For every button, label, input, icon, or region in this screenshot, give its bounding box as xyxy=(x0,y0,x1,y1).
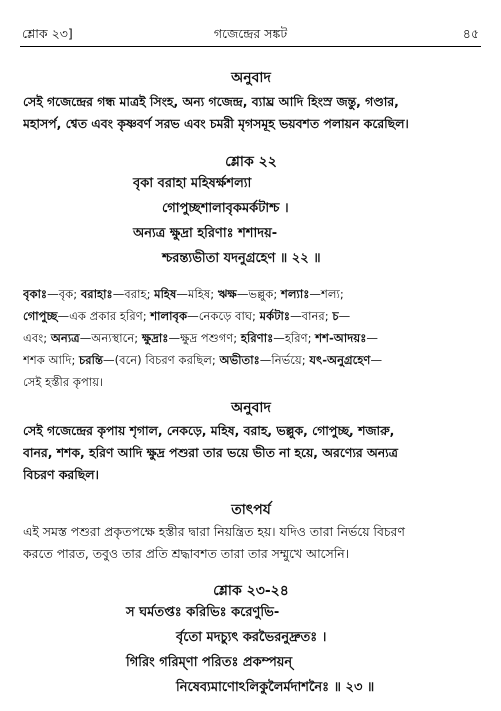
term-meaning: —হরিণ; xyxy=(273,331,316,345)
term-meaning: —বানর; xyxy=(290,309,333,323)
sanskrit-term: শশ-আদয়ঃ xyxy=(315,331,367,345)
term-meaning: —বৃক; xyxy=(47,287,81,301)
term-meaning: —শল্য; xyxy=(309,287,344,301)
term-meaning: —বরাহ; xyxy=(112,287,155,301)
term-meaning: —এক প্রকার হরিণ; xyxy=(57,309,151,323)
purport-line: এই সমস্ত পশুরা প্রকৃতপক্ষে হস্তীর দ্বারা নিয়ন্ত্রিত হয়। যদিও তারা নির্ভয়ে বিচরণ xyxy=(23,524,405,539)
term-meaning: শশক আদি; xyxy=(23,353,80,367)
sanskrit-term: মর্কটাঃ xyxy=(259,309,291,323)
sanskrit-term: চরন্তি xyxy=(79,353,103,367)
term-meaning: — xyxy=(338,309,351,323)
verse-22-heading: শ্লোক ২২ xyxy=(225,154,277,170)
sanskrit-term: মহিষ xyxy=(154,287,177,301)
verse-23-heading: শ্লোক ২৩-২৪ xyxy=(213,583,289,599)
term-meaning: সেই হস্তীর কৃপায়। xyxy=(23,375,104,389)
synonyms-line xyxy=(23,327,479,349)
verse-line: গোপুচ্ছশালাবৃকমর্কটাশ্চ । xyxy=(162,201,289,216)
purport-heading: তাৎপর্য xyxy=(231,502,271,518)
synonyms-line xyxy=(23,349,479,371)
term-meaning: — xyxy=(370,353,383,367)
term-meaning: —নেকড়ে বাঘ; xyxy=(187,309,260,323)
verse-line: স ঘর্মতপ্তঃ করিভিঃ করেণুভি- xyxy=(126,605,280,620)
translation-line: মহাসর্প, শ্বেত এবং কৃষ্ণবর্ণ সরভ এবং চমরী মৃগসমূহ ভয়বশত পলায়ন করেছিল। xyxy=(23,116,409,131)
translation-text-2 xyxy=(23,420,479,486)
translation-line: বিচরণ করছিল। xyxy=(23,467,99,482)
verse-line: র্বৃতো মদচ্যুৎ করভৈরনুদ্রুতঃ । xyxy=(176,630,327,645)
term-meaning: —অন্যস্থানে; xyxy=(79,331,142,345)
purport-text xyxy=(23,521,479,565)
purport-line: করতে পারত, তবুও তার প্রতি শ্রদ্ধাবশত তারা তার সম্মুখে আসেনি। xyxy=(23,546,350,561)
term-meaning: —মহিষ; xyxy=(176,287,218,301)
sanskrit-term: বৃকাঃ xyxy=(23,287,48,301)
translation-line: সেই গজেন্দ্রের গন্ধ মাত্রই সিংহ, অন্য গজেন্দ্র, ব্যাঘ্র আদি হিংস্র জন্তু, গণ্ডার, xyxy=(23,94,399,109)
sanskrit-term: শল্যাঃ xyxy=(281,287,310,301)
translation-line: সেই গজেন্দ্রের কৃপায় শৃগাল, নেকড়ে, মহিষ, বরাহ, ভল্লুক, গোপুচ্ছ, শজারু, xyxy=(23,423,395,438)
verse-line: অন্যত্র ক্ষুদ্রা হরিণাঃ শশাদয়- xyxy=(133,226,278,241)
running-header xyxy=(22,26,479,42)
term-meaning: —ক্ষুদ্র পশুগণ; xyxy=(168,331,241,345)
sanskrit-term: অভীতাঃ xyxy=(219,353,260,367)
header-verse-ref: শ্লোক ২৩] xyxy=(22,26,73,41)
translation-text-1 xyxy=(23,91,479,135)
verse-line: শ্চরন্ত্যভীতা যদনুগ্রহেণ ॥ ২২ ॥ xyxy=(162,251,321,266)
translation-heading-2: অনুবাদ xyxy=(231,400,271,416)
header-rule xyxy=(20,46,481,47)
translation-heading-1: অনুবাদ xyxy=(231,70,271,86)
term-meaning: —নির্ভয়ে; xyxy=(259,353,310,367)
term-meaning: —ভল্লুক; xyxy=(236,287,282,301)
sanskrit-term: চ xyxy=(332,309,339,323)
header-chapter-title: গজেন্দ্রের সঙ্কট xyxy=(213,26,288,41)
sanskrit-term: বরাহাঃ xyxy=(80,287,113,301)
sanskrit-term: ঋক্ষ xyxy=(217,287,237,301)
verse-line: নিষেব্যমাণোঽলিকুলৈর্মদাশনৈঃ ॥ ২৩ ॥ xyxy=(176,680,375,695)
term-meaning: — xyxy=(366,331,378,345)
sanskrit-term: ক্ষুদ্রাঃ xyxy=(141,331,169,345)
verse-line: গিরিং গরিম্ণা পরিতঃ প্রকম্পয়ন্ xyxy=(126,655,293,670)
sanskrit-term: যৎ-অনুগ্রহেণ xyxy=(309,353,371,367)
synonyms-line xyxy=(23,305,479,327)
word-for-word-synonyms xyxy=(23,283,479,393)
term-meaning: এবং; xyxy=(23,331,51,345)
sanskrit-term: হরিণাঃ xyxy=(240,331,274,345)
page-number: ৪৫ xyxy=(462,26,479,41)
sanskrit-term: অন্যত্র xyxy=(50,331,80,345)
sanskrit-term: শালাবৃক xyxy=(150,309,188,323)
term-meaning: —(বনে) বিচরণ করছিল; xyxy=(103,353,220,367)
verse-line: বৃকা বরাহা মহিষর্ক্ষশল্যা xyxy=(133,176,252,191)
translation-line: বানর, শশক, হরিণ আদি ক্ষুদ্র পশুরা তার ভয়ে ভীত না হয়ে, অরণ্যের অন্যত্র xyxy=(23,445,398,460)
sanskrit-term: গোপুচ্ছ xyxy=(23,309,58,323)
synonyms-line xyxy=(23,371,479,393)
synonyms-line xyxy=(23,283,479,305)
